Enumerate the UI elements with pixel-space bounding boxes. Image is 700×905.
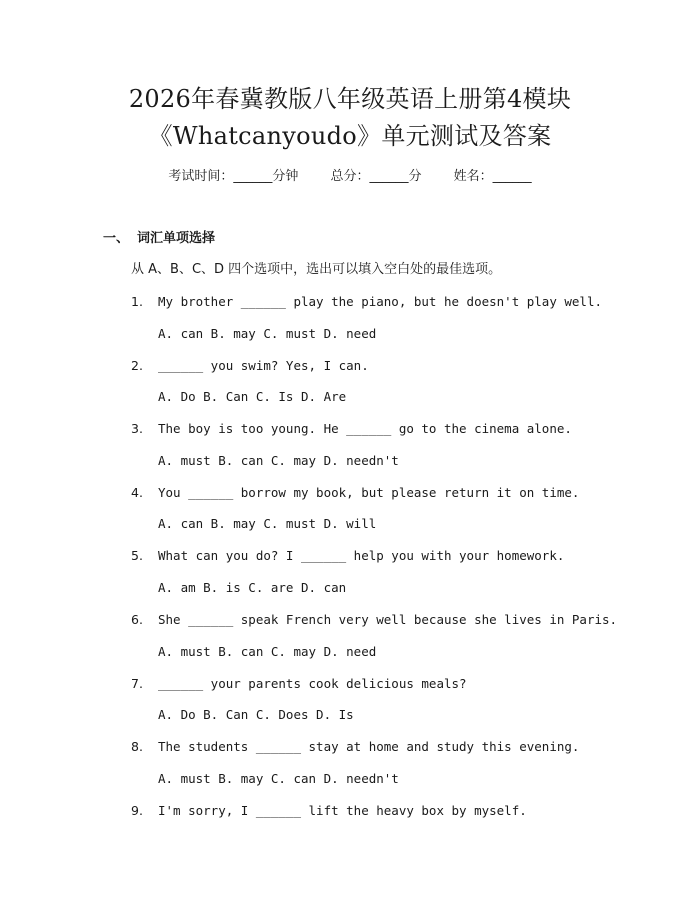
question-item	[131, 611, 617, 629]
question-number: 8.	[131, 739, 143, 754]
question-text: The students ______ stay at home and study this evening.	[158, 739, 580, 754]
section-heading	[103, 230, 215, 248]
question-text: You ______ borrow my book, but please return it on time.	[158, 485, 580, 500]
question-number: 4.	[131, 485, 143, 500]
question-number: 2.	[131, 358, 143, 373]
question-text: The boy is too young. He ______ go to the cinema alone.	[158, 421, 572, 436]
question-options: A. Do B. Can C. Does D. Is	[158, 707, 354, 722]
question-item	[131, 357, 369, 375]
question-item	[131, 675, 467, 693]
document-title-line-2: 《Whatcanyoudo》单元测试及答案	[148, 122, 552, 150]
question-options: A. must B. may C. can D. needn't	[158, 771, 399, 786]
question-item	[131, 293, 602, 311]
question-number: 1.	[131, 294, 143, 309]
question-item	[131, 738, 579, 756]
question-number: 6.	[131, 612, 143, 627]
question-options: A. must B. can C. may D. need	[158, 644, 377, 659]
question-options: A. can B. may C. must D. need	[158, 326, 377, 341]
question-number: 9.	[131, 803, 143, 818]
question-text: ______ you swim? Yes, I can.	[158, 358, 369, 373]
question-text: ______ your parents cook delicious meals?	[158, 676, 467, 691]
question-text: I'm sorry, I ______ lift the heavy box by myself.	[158, 803, 527, 818]
question-number: 3.	[131, 421, 143, 436]
question-number: 7.	[131, 676, 143, 691]
question-text: She ______ speak French very well because she lives in Paris.	[158, 612, 618, 627]
exam-total-score: 总分：______分	[330, 169, 422, 184]
question-number: 5.	[131, 548, 143, 563]
exam-time: 考试时间：______分钟	[168, 169, 299, 184]
exam-meta	[0, 168, 700, 186]
student-name: 姓名：______	[453, 169, 532, 184]
question-item	[131, 547, 564, 565]
question-item	[131, 484, 579, 502]
section-instruction: 从 A、B、C、D 四个选项中，选出可以填入空白处的最佳选项。	[131, 262, 502, 277]
document-title-line-1: 2026年春冀教版八年级英语上册第4模块	[128, 85, 572, 113]
question-options: A. Do B. Can C. Is D. Are	[158, 389, 347, 404]
question-options: A. must B. can C. may D. needn't	[158, 453, 399, 468]
question-item	[131, 802, 527, 820]
section-title: 词汇单项选择	[137, 231, 216, 246]
question-text: What can you do? I ______ help you with your homework.	[158, 548, 565, 563]
question-text: My brother ______ play the piano, but he doesn't play well.	[158, 294, 603, 309]
question-options: A. can B. may C. must D. will	[158, 516, 377, 531]
question-item	[131, 420, 572, 438]
section-number: 一、	[103, 231, 130, 246]
question-options: A. am B. is C. are D. can	[158, 580, 347, 595]
